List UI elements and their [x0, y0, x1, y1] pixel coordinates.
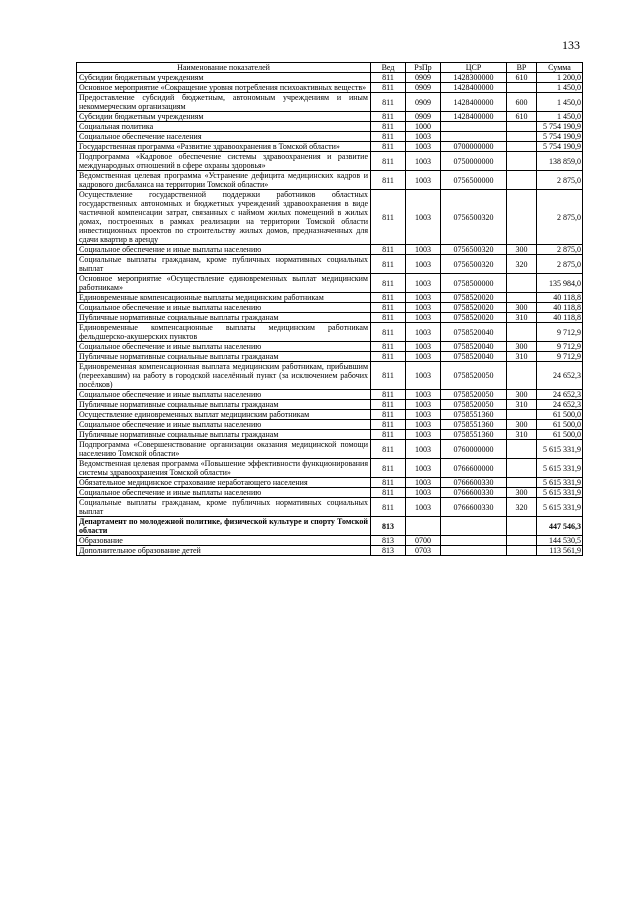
cell-rzpr: 1003	[406, 152, 441, 171]
cell-csr: 0700000000	[441, 142, 507, 152]
table-body	[77, 73, 583, 556]
cell-ved: 811	[371, 142, 406, 152]
table-row	[77, 190, 583, 245]
cell-name: Субсидии бюджетным учреждениям	[77, 73, 371, 83]
cell-name: Подпрограмма «Кадровое обеспечение системы здравоохранения и развитие международных отношений в сфере охраны здоровья»	[77, 152, 371, 171]
cell-csr	[441, 517, 507, 536]
cell-name: Обязательное медицинское страхование неработающего населения	[77, 478, 371, 488]
cell-ved: 811	[371, 303, 406, 313]
cell-ved: 811	[371, 420, 406, 430]
cell-ved: 811	[371, 93, 406, 112]
table-row	[77, 293, 583, 303]
cell-name: Субсидии бюджетным учреждениям	[77, 112, 371, 122]
cell-name: Основное мероприятие «Сокращение уровня потребления психоактивных веществ»	[77, 83, 371, 93]
cell-csr: 1428400000	[441, 83, 507, 93]
cell-sum: 1 450,0	[537, 93, 583, 112]
cell-vr: 320	[507, 255, 537, 274]
cell-csr: 0758520020	[441, 303, 507, 313]
header-rzpr: РзПр	[406, 63, 441, 73]
cell-csr: 0758520040	[441, 352, 507, 362]
cell-csr: 0758520040	[441, 323, 507, 342]
cell-vr	[507, 536, 537, 546]
cell-rzpr: 1003	[406, 459, 441, 478]
cell-ved: 811	[371, 410, 406, 420]
cell-csr: 0758520020	[441, 293, 507, 303]
cell-sum: 1 200,0	[537, 73, 583, 83]
cell-vr	[507, 459, 537, 478]
cell-ved: 811	[371, 362, 406, 390]
cell-sum: 40 118,8	[537, 313, 583, 323]
cell-sum: 1 450,0	[537, 112, 583, 122]
cell-ved: 811	[371, 255, 406, 274]
cell-name: Социальное обеспечение и иные выплаты населению	[77, 488, 371, 498]
cell-csr: 0758520050	[441, 362, 507, 390]
cell-csr: 1428300000	[441, 73, 507, 83]
cell-name: Ведомственная целевая программа «Устранение дефицита медицинских кадров и кадрового дисбаланса на территории Томской области»	[77, 171, 371, 190]
cell-name: Публичные нормативные социальные выплаты гражданам	[77, 313, 371, 323]
cell-name: Подпрограмма «Совершенствование организации оказания медицинской помощи населению Томской области»	[77, 440, 371, 459]
cell-name: Предоставление субсидий бюджетным, автономным учреждениям и иным некоммерческим организациям	[77, 93, 371, 112]
page-number: 133	[562, 38, 580, 52]
cell-ved: 811	[371, 498, 406, 517]
cell-name: Публичные нормативные социальные выплаты гражданам	[77, 400, 371, 410]
cell-vr: 310	[507, 352, 537, 362]
table-row	[77, 517, 583, 536]
cell-ved: 813	[371, 546, 406, 556]
cell-csr: 0756500320	[441, 245, 507, 255]
cell-name: Ведомственная целевая программа «Повышение эффективности функционирования системы здравоохранения Томской области»	[77, 459, 371, 478]
table-header-row	[77, 63, 583, 73]
cell-sum: 5 754 190,9	[537, 132, 583, 142]
cell-csr: 0758500000	[441, 274, 507, 293]
cell-vr: 610	[507, 112, 537, 122]
cell-vr	[507, 546, 537, 556]
cell-sum: 113 561,9	[537, 546, 583, 556]
cell-name: Социальное обеспечение и иные выплаты населению	[77, 390, 371, 400]
table-row	[77, 546, 583, 556]
cell-vr: 300	[507, 420, 537, 430]
cell-rzpr: 1003	[406, 293, 441, 303]
cell-vr	[507, 478, 537, 488]
cell-rzpr: 0909	[406, 112, 441, 122]
cell-rzpr: 1003	[406, 303, 441, 313]
cell-rzpr: 1003	[406, 440, 441, 459]
cell-sum: 138 859,0	[537, 152, 583, 171]
table-row	[77, 274, 583, 293]
cell-ved: 811	[371, 152, 406, 171]
cell-name: Социальные выплаты гражданам, кроме публичных нормативных социальных выплат	[77, 255, 371, 274]
cell-ved: 811	[371, 132, 406, 142]
table-row	[77, 122, 583, 132]
cell-sum: 40 118,8	[537, 303, 583, 313]
table-row	[77, 171, 583, 190]
cell-csr: 0756500320	[441, 190, 507, 245]
cell-rzpr	[406, 517, 441, 536]
cell-rzpr: 1003	[406, 142, 441, 152]
cell-sum: 2 875,0	[537, 190, 583, 245]
cell-vr	[507, 323, 537, 342]
cell-csr	[441, 536, 507, 546]
cell-ved: 811	[371, 352, 406, 362]
cell-rzpr: 1003	[406, 323, 441, 342]
cell-ved: 813	[371, 517, 406, 536]
cell-sum: 61 500,0	[537, 430, 583, 440]
table-row	[77, 132, 583, 142]
header-name: Наименование показателей	[77, 63, 371, 73]
cell-vr	[507, 122, 537, 132]
table-row	[77, 390, 583, 400]
table-row	[77, 112, 583, 122]
cell-rzpr: 1003	[406, 488, 441, 498]
cell-rzpr: 1003	[406, 245, 441, 255]
cell-ved: 811	[371, 440, 406, 459]
cell-ved: 811	[371, 430, 406, 440]
cell-sum: 5 615 331,9	[537, 459, 583, 478]
cell-sum: 40 118,8	[537, 293, 583, 303]
cell-name: Департамент по молодежной политике, физической культуре и спорту Томской области	[77, 517, 371, 536]
cell-sum: 2 875,0	[537, 255, 583, 274]
cell-rzpr: 1003	[406, 255, 441, 274]
cell-rzpr: 1003	[406, 362, 441, 390]
cell-csr: 0758520050	[441, 400, 507, 410]
cell-csr: 0758551360	[441, 430, 507, 440]
cell-rzpr: 1003	[406, 498, 441, 517]
cell-rzpr: 1003	[406, 390, 441, 400]
cell-vr: 310	[507, 400, 537, 410]
cell-csr: 0750000000	[441, 152, 507, 171]
cell-vr	[507, 274, 537, 293]
table-row	[77, 93, 583, 112]
cell-sum: 5 615 331,9	[537, 478, 583, 488]
cell-name: Социальные выплаты гражданам, кроме публичных нормативных социальных выплат	[77, 498, 371, 517]
cell-rzpr: 1003	[406, 132, 441, 142]
cell-vr: 300	[507, 488, 537, 498]
table-row	[77, 342, 583, 352]
cell-vr: 300	[507, 245, 537, 255]
table-row	[77, 488, 583, 498]
cell-sum: 1 450,0	[537, 83, 583, 93]
cell-rzpr: 1003	[406, 420, 441, 430]
cell-name: Дополнительное образование детей	[77, 546, 371, 556]
cell-sum: 144 530,5	[537, 536, 583, 546]
cell-ved: 811	[371, 390, 406, 400]
cell-rzpr: 1003	[406, 410, 441, 420]
cell-csr: 1428400000	[441, 93, 507, 112]
table-row	[77, 440, 583, 459]
cell-sum: 447 546,3	[537, 517, 583, 536]
cell-csr: 0766600330	[441, 488, 507, 498]
cell-csr: 0760000000	[441, 440, 507, 459]
cell-sum: 5 615 331,9	[537, 498, 583, 517]
cell-csr: 0756500320	[441, 255, 507, 274]
cell-sum: 9 712,9	[537, 323, 583, 342]
table-row	[77, 255, 583, 274]
cell-sum: 24 652,3	[537, 390, 583, 400]
cell-sum: 61 500,0	[537, 410, 583, 420]
cell-sum: 5 615 331,9	[537, 440, 583, 459]
table-row	[77, 459, 583, 478]
cell-rzpr: 0909	[406, 83, 441, 93]
cell-name: Социальная политика	[77, 122, 371, 132]
cell-rzpr: 0700	[406, 536, 441, 546]
cell-ved: 811	[371, 171, 406, 190]
table-row	[77, 83, 583, 93]
cell-name: Единовременные компенсационные выплаты медицинским работникам фельдшерско-акушерских пунктов	[77, 323, 371, 342]
cell-vr: 610	[507, 73, 537, 83]
cell-rzpr: 1003	[406, 342, 441, 352]
cell-name: Публичные нормативные социальные выплаты гражданам	[77, 352, 371, 362]
cell-csr: 1428400000	[441, 112, 507, 122]
cell-vr	[507, 142, 537, 152]
cell-ved: 811	[371, 122, 406, 132]
cell-ved: 811	[371, 112, 406, 122]
cell-ved: 811	[371, 400, 406, 410]
cell-ved: 811	[371, 73, 406, 83]
cell-vr: 300	[507, 303, 537, 313]
cell-vr	[507, 410, 537, 420]
cell-ved: 811	[371, 274, 406, 293]
cell-ved: 813	[371, 536, 406, 546]
cell-name: Социальное обеспечение населения	[77, 132, 371, 142]
cell-vr	[507, 83, 537, 93]
cell-csr: 0766600330	[441, 478, 507, 488]
budget-table	[76, 62, 583, 556]
table-row	[77, 430, 583, 440]
cell-name: Публичные нормативные социальные выплаты гражданам	[77, 430, 371, 440]
cell-sum: 135 984,0	[537, 274, 583, 293]
cell-ved: 811	[371, 323, 406, 342]
cell-vr: 310	[507, 430, 537, 440]
cell-ved: 811	[371, 488, 406, 498]
table-row	[77, 323, 583, 342]
cell-csr: 0756500000	[441, 171, 507, 190]
cell-name: Осуществление государственной поддержки работников областных государственных автономных и бюджетных учреждений здравоохранения в виде частичной компенсации затрат, связанных с наймом жилых помещений в жилых домах, построенных в рамках реализации на территории Томской области инвестиционных проектов по строительству жилых домов, предназначенных для сдачи квартир в аренду	[77, 190, 371, 245]
cell-sum: 24 652,3	[537, 400, 583, 410]
header-sum: Сумма	[537, 63, 583, 73]
cell-vr: 300	[507, 342, 537, 352]
cell-vr: 300	[507, 390, 537, 400]
cell-csr: 0758551360	[441, 420, 507, 430]
cell-sum: 5 615 331,9	[537, 488, 583, 498]
cell-rzpr: 0703	[406, 546, 441, 556]
cell-vr	[507, 517, 537, 536]
cell-name: Социальное обеспечение и иные выплаты населению	[77, 303, 371, 313]
cell-ved: 811	[371, 190, 406, 245]
table-row	[77, 313, 583, 323]
cell-sum: 5 754 190,9	[537, 142, 583, 152]
cell-ved: 811	[371, 342, 406, 352]
cell-sum: 5 754 190,9	[537, 122, 583, 132]
cell-vr	[507, 132, 537, 142]
cell-rzpr: 1003	[406, 430, 441, 440]
cell-csr	[441, 546, 507, 556]
cell-name: Образование	[77, 536, 371, 546]
cell-name: Государственная программа «Развитие здравоохранения в Томской области»	[77, 142, 371, 152]
cell-sum: 2 875,0	[537, 171, 583, 190]
cell-sum: 24 652,3	[537, 362, 583, 390]
cell-rzpr: 1000	[406, 122, 441, 132]
cell-name: Основное мероприятие «Осуществление единовременных выплат медицинским работникам»	[77, 274, 371, 293]
header-csr: ЦСР	[441, 63, 507, 73]
cell-rzpr: 1003	[406, 478, 441, 488]
cell-csr: 0766600330	[441, 498, 507, 517]
cell-csr: 0758520020	[441, 313, 507, 323]
cell-csr	[441, 122, 507, 132]
cell-name: Социальное обеспечение и иные выплаты населению	[77, 245, 371, 255]
table-row	[77, 73, 583, 83]
cell-rzpr: 1003	[406, 313, 441, 323]
cell-vr: 600	[507, 93, 537, 112]
cell-ved: 811	[371, 293, 406, 303]
table-row	[77, 400, 583, 410]
cell-vr	[507, 190, 537, 245]
cell-rzpr: 1003	[406, 352, 441, 362]
cell-name: Социальное обеспечение и иные выплаты населению	[77, 420, 371, 430]
cell-csr: 0758520040	[441, 342, 507, 352]
cell-sum: 9 712,9	[537, 352, 583, 362]
cell-rzpr: 1003	[406, 274, 441, 293]
cell-ved: 811	[371, 459, 406, 478]
cell-ved: 811	[371, 313, 406, 323]
cell-rzpr: 0909	[406, 73, 441, 83]
cell-rzpr: 1003	[406, 400, 441, 410]
cell-sum: 61 500,0	[537, 420, 583, 430]
cell-vr	[507, 293, 537, 303]
cell-csr	[441, 132, 507, 142]
cell-name: Осуществление единовременных выплат медицинским работникам	[77, 410, 371, 420]
cell-name: Единовременные компенсационные выплаты медицинским работникам	[77, 293, 371, 303]
cell-vr: 310	[507, 313, 537, 323]
table-row	[77, 142, 583, 152]
cell-vr: 320	[507, 498, 537, 517]
table-row	[77, 245, 583, 255]
table-row	[77, 352, 583, 362]
table-row	[77, 498, 583, 517]
table-row	[77, 410, 583, 420]
table-row	[77, 420, 583, 430]
cell-rzpr: 1003	[406, 171, 441, 190]
cell-rzpr: 1003	[406, 190, 441, 245]
cell-vr	[507, 362, 537, 390]
cell-rzpr: 0909	[406, 93, 441, 112]
cell-csr: 0758520050	[441, 390, 507, 400]
cell-ved: 811	[371, 478, 406, 488]
table-row	[77, 362, 583, 390]
cell-csr: 0766600000	[441, 459, 507, 478]
cell-name: Социальное обеспечение и иные выплаты населению	[77, 342, 371, 352]
table-row	[77, 536, 583, 546]
table-row	[77, 478, 583, 488]
cell-sum: 9 712,9	[537, 342, 583, 352]
header-ved: Вед	[371, 63, 406, 73]
cell-vr	[507, 171, 537, 190]
cell-vr	[507, 152, 537, 171]
cell-sum: 2 875,0	[537, 245, 583, 255]
header-vr: ВР	[507, 63, 537, 73]
cell-name: Единовременная компенсационная выплата медицинским работникам, прибывшим (переехавшим) на работу в городской населённый пункт (за исключением рабочих посёлков)	[77, 362, 371, 390]
table-row	[77, 303, 583, 313]
cell-ved: 811	[371, 245, 406, 255]
cell-ved: 811	[371, 83, 406, 93]
cell-vr	[507, 440, 537, 459]
table-row	[77, 152, 583, 171]
cell-csr: 0758551360	[441, 410, 507, 420]
